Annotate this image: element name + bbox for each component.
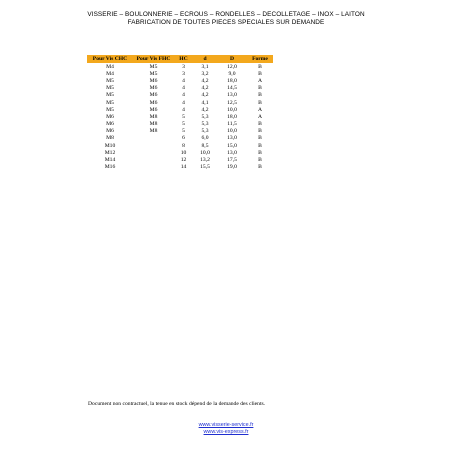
table-cell: 18,0 (227, 77, 237, 84)
table-cell: 8,5 (201, 142, 209, 149)
table-cell: 5,3 (201, 128, 209, 135)
table-cell: M4 (106, 63, 114, 70)
col-header-d-outer: D (217, 55, 247, 63)
table-cell: B (258, 135, 262, 142)
table-cell: M6 (149, 85, 158, 92)
col-header-vis-fhc: Pour Vis FHC (133, 55, 174, 63)
header-subtitle: FABRICATION DE TOUTES PIECES SPECIALES SUR DEMANDE (127, 19, 325, 26)
table-cell: 5,3 (201, 113, 209, 120)
table-cell: 14 (180, 164, 187, 171)
table-cell (133, 142, 174, 149)
table-cell: B (258, 63, 262, 70)
table-cell: 13,0 (227, 92, 237, 99)
table-cell: B (258, 149, 262, 156)
table-cell: 3 (182, 63, 185, 70)
table-row (87, 99, 273, 106)
table-row (87, 85, 273, 92)
header-title: VISSERIE – BOULONNERIE – ECROUS – RONDELLES – DECOLLETAGE – INOX – LAITON (87, 11, 365, 18)
table-cell: A (257, 77, 263, 84)
table-cell: 3,1 (201, 63, 209, 70)
table-cell: B (258, 142, 262, 149)
table-cell: 4 (182, 99, 185, 106)
table-cell (133, 164, 174, 171)
table-cell: M5 (149, 70, 158, 77)
table-cell: 12 (180, 157, 187, 164)
table-cell: B (258, 99, 262, 106)
col-header-hc: HC (174, 55, 193, 63)
table-cell: 3 (182, 70, 185, 77)
table-cell: M16 (104, 164, 116, 171)
table-cell: M6 (106, 121, 114, 128)
table-cell: 13,0 (227, 149, 237, 156)
table-row (87, 70, 273, 77)
table-cell: M14 (104, 157, 116, 164)
table-cell: 18,0 (227, 113, 237, 120)
table-cell: 13,0 (227, 135, 237, 142)
table-cell: 4 (182, 92, 185, 99)
table-cell: 15,0 (227, 142, 237, 149)
table-row (87, 106, 273, 113)
table-cell: B (258, 70, 262, 77)
table-cell: 4,1 (201, 99, 209, 106)
table-cell: 13,2 (200, 157, 210, 164)
table-cell: M8 (149, 113, 158, 120)
table-cell: 5,3 (201, 121, 209, 128)
col-header-forme: Forme (247, 55, 273, 63)
table-cell: 9,0 (228, 70, 236, 77)
table-cell: M6 (106, 128, 114, 135)
table-row (87, 156, 273, 163)
table-cell: 17,5 (227, 157, 237, 164)
table-cell: 6,0 (201, 135, 209, 142)
table-row (87, 149, 273, 156)
table-cell: M10 (104, 142, 116, 149)
table-cell: 14,5 (227, 85, 237, 92)
col-header-vis-chc: Pour Vis CHC (87, 55, 133, 63)
table-row (87, 135, 273, 142)
table-cell (133, 156, 174, 163)
table-cell: M6 (149, 99, 158, 106)
table-cell: 4,2 (201, 77, 209, 84)
table-cell: 11,5 (227, 121, 237, 128)
table-cell: 15,5 (200, 164, 210, 171)
table-cell: M6 (149, 106, 158, 113)
table-cell: A (257, 106, 263, 113)
table-cell: B (258, 164, 262, 171)
table-cell: B (258, 157, 262, 164)
table-cell: 12,5 (227, 99, 237, 106)
table-body (87, 63, 273, 171)
table-cell: M5 (106, 92, 114, 99)
table-row (87, 113, 273, 120)
website-link-visserie-service[interactable]: www.visserie-service.fr (198, 422, 254, 428)
col-header-d: d (193, 55, 217, 63)
disclaimer-note: Document non contractuel, la tenue en stock dépend de la demande des clients. (88, 401, 266, 407)
table-cell: M6 (149, 92, 158, 99)
footer-links (0, 422, 452, 436)
table-row (87, 142, 273, 149)
table-cell: M4 (106, 70, 114, 77)
table-cell: M6 (149, 77, 158, 84)
table-cell: 10,0 (227, 128, 237, 135)
table-cell: M8 (149, 128, 158, 135)
table-cell: 5 (182, 113, 185, 120)
table-cell: B (258, 128, 262, 135)
table-cell: 10,0 (200, 149, 210, 156)
table-cell: 4 (182, 77, 185, 84)
table-row (87, 128, 273, 135)
table-cell: 6 (182, 135, 185, 142)
specs-table (87, 55, 273, 171)
table-cell: B (258, 121, 262, 128)
table-row (87, 63, 273, 70)
table-cell: M8 (106, 135, 114, 142)
table-cell: 10 (180, 149, 187, 156)
website-link-vis-express[interactable]: www.vis-express.fr (203, 429, 249, 435)
table-cell: 5 (182, 128, 185, 135)
table-cell: B (258, 92, 262, 99)
table-cell: 3,2 (201, 70, 209, 77)
table-cell: 4,2 (201, 85, 209, 92)
table-cell: 12,0 (227, 63, 237, 70)
table-cell (133, 135, 174, 142)
table-cell: 4 (182, 85, 185, 92)
table-cell: M5 (106, 85, 114, 92)
table-cell: M8 (149, 121, 158, 128)
table-header-row (87, 55, 273, 63)
table-cell: M5 (106, 99, 114, 106)
table-row (87, 77, 273, 84)
table-cell: B (258, 85, 262, 92)
table-cell: M6 (106, 113, 114, 120)
table-cell: 10,0 (227, 106, 237, 113)
table-cell: A (257, 113, 263, 120)
table-cell: M12 (104, 149, 116, 156)
table-row (87, 121, 273, 128)
table-cell: 4,2 (201, 92, 209, 99)
table-cell: 5 (182, 121, 185, 128)
table-cell (133, 149, 174, 156)
table-cell: M5 (106, 106, 114, 113)
table-row (87, 164, 273, 171)
table-cell: 4 (182, 106, 185, 113)
table-cell: M5 (149, 63, 158, 70)
table-cell: M5 (106, 77, 114, 84)
table-cell: 8 (182, 142, 185, 149)
table-cell: 4,2 (201, 106, 209, 113)
table-cell: 19,0 (227, 164, 237, 171)
table-row (87, 92, 273, 99)
